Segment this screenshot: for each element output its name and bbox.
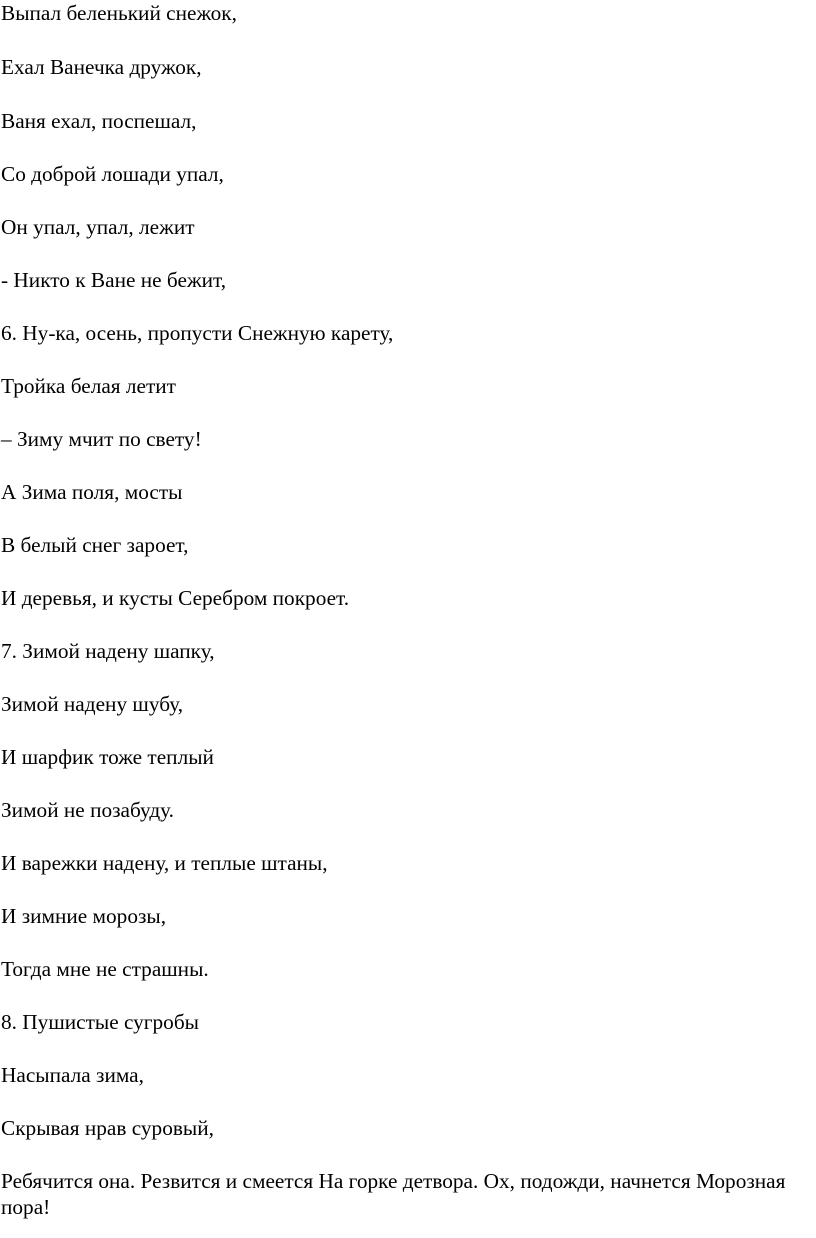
text-line: И шарфик тоже теплый: [1, 745, 214, 769]
text-line: И зимние морозы,: [1, 904, 167, 928]
text-line: Со доброй лошади упал,: [1, 162, 224, 186]
text-line: А Зима поля, мосты: [1, 480, 183, 504]
text-paragraph: Ребячится она. Резвится и смеется На горке детвора. Ох, подожди, начнется Морозная пора!: [1, 1169, 786, 1219]
text-line: Тогда мне не страшны.: [1, 957, 209, 981]
text-line: 7. Зимой надену шапку,: [1, 639, 215, 663]
text-line: И варежки надену, и теплые штаны,: [1, 851, 328, 875]
text-line: И деревья, и кусты Серебром покроет.: [1, 586, 350, 610]
text-line: - Никто к Ване не бежит,: [1, 268, 227, 292]
text-line: Он упал, упал, лежит: [1, 215, 195, 239]
text-line: Ваня ехал, поспешал,: [1, 109, 197, 133]
text-line: Зимой надену шубу,: [1, 692, 184, 716]
text-line: – Зиму мчит по свету!: [1, 427, 202, 451]
text-line: В белый снег зароет,: [1, 533, 189, 557]
text-line: Насыпала зима,: [1, 1063, 144, 1087]
text-line: Выпал беленький снежок,: [1, 1, 237, 25]
text-line: 6. Ну-ка, осень, пропусти Снежную карету,: [1, 321, 394, 345]
text-line: 8. Пушистые сугробы: [1, 1010, 199, 1034]
text-line: Тройка белая летит: [1, 374, 176, 398]
text-line: Скрывая нрав суровый,: [1, 1116, 214, 1140]
text-line: Зимой не позабуду.: [1, 798, 175, 822]
text-line: Ехал Ванечка дружок,: [1, 55, 202, 79]
